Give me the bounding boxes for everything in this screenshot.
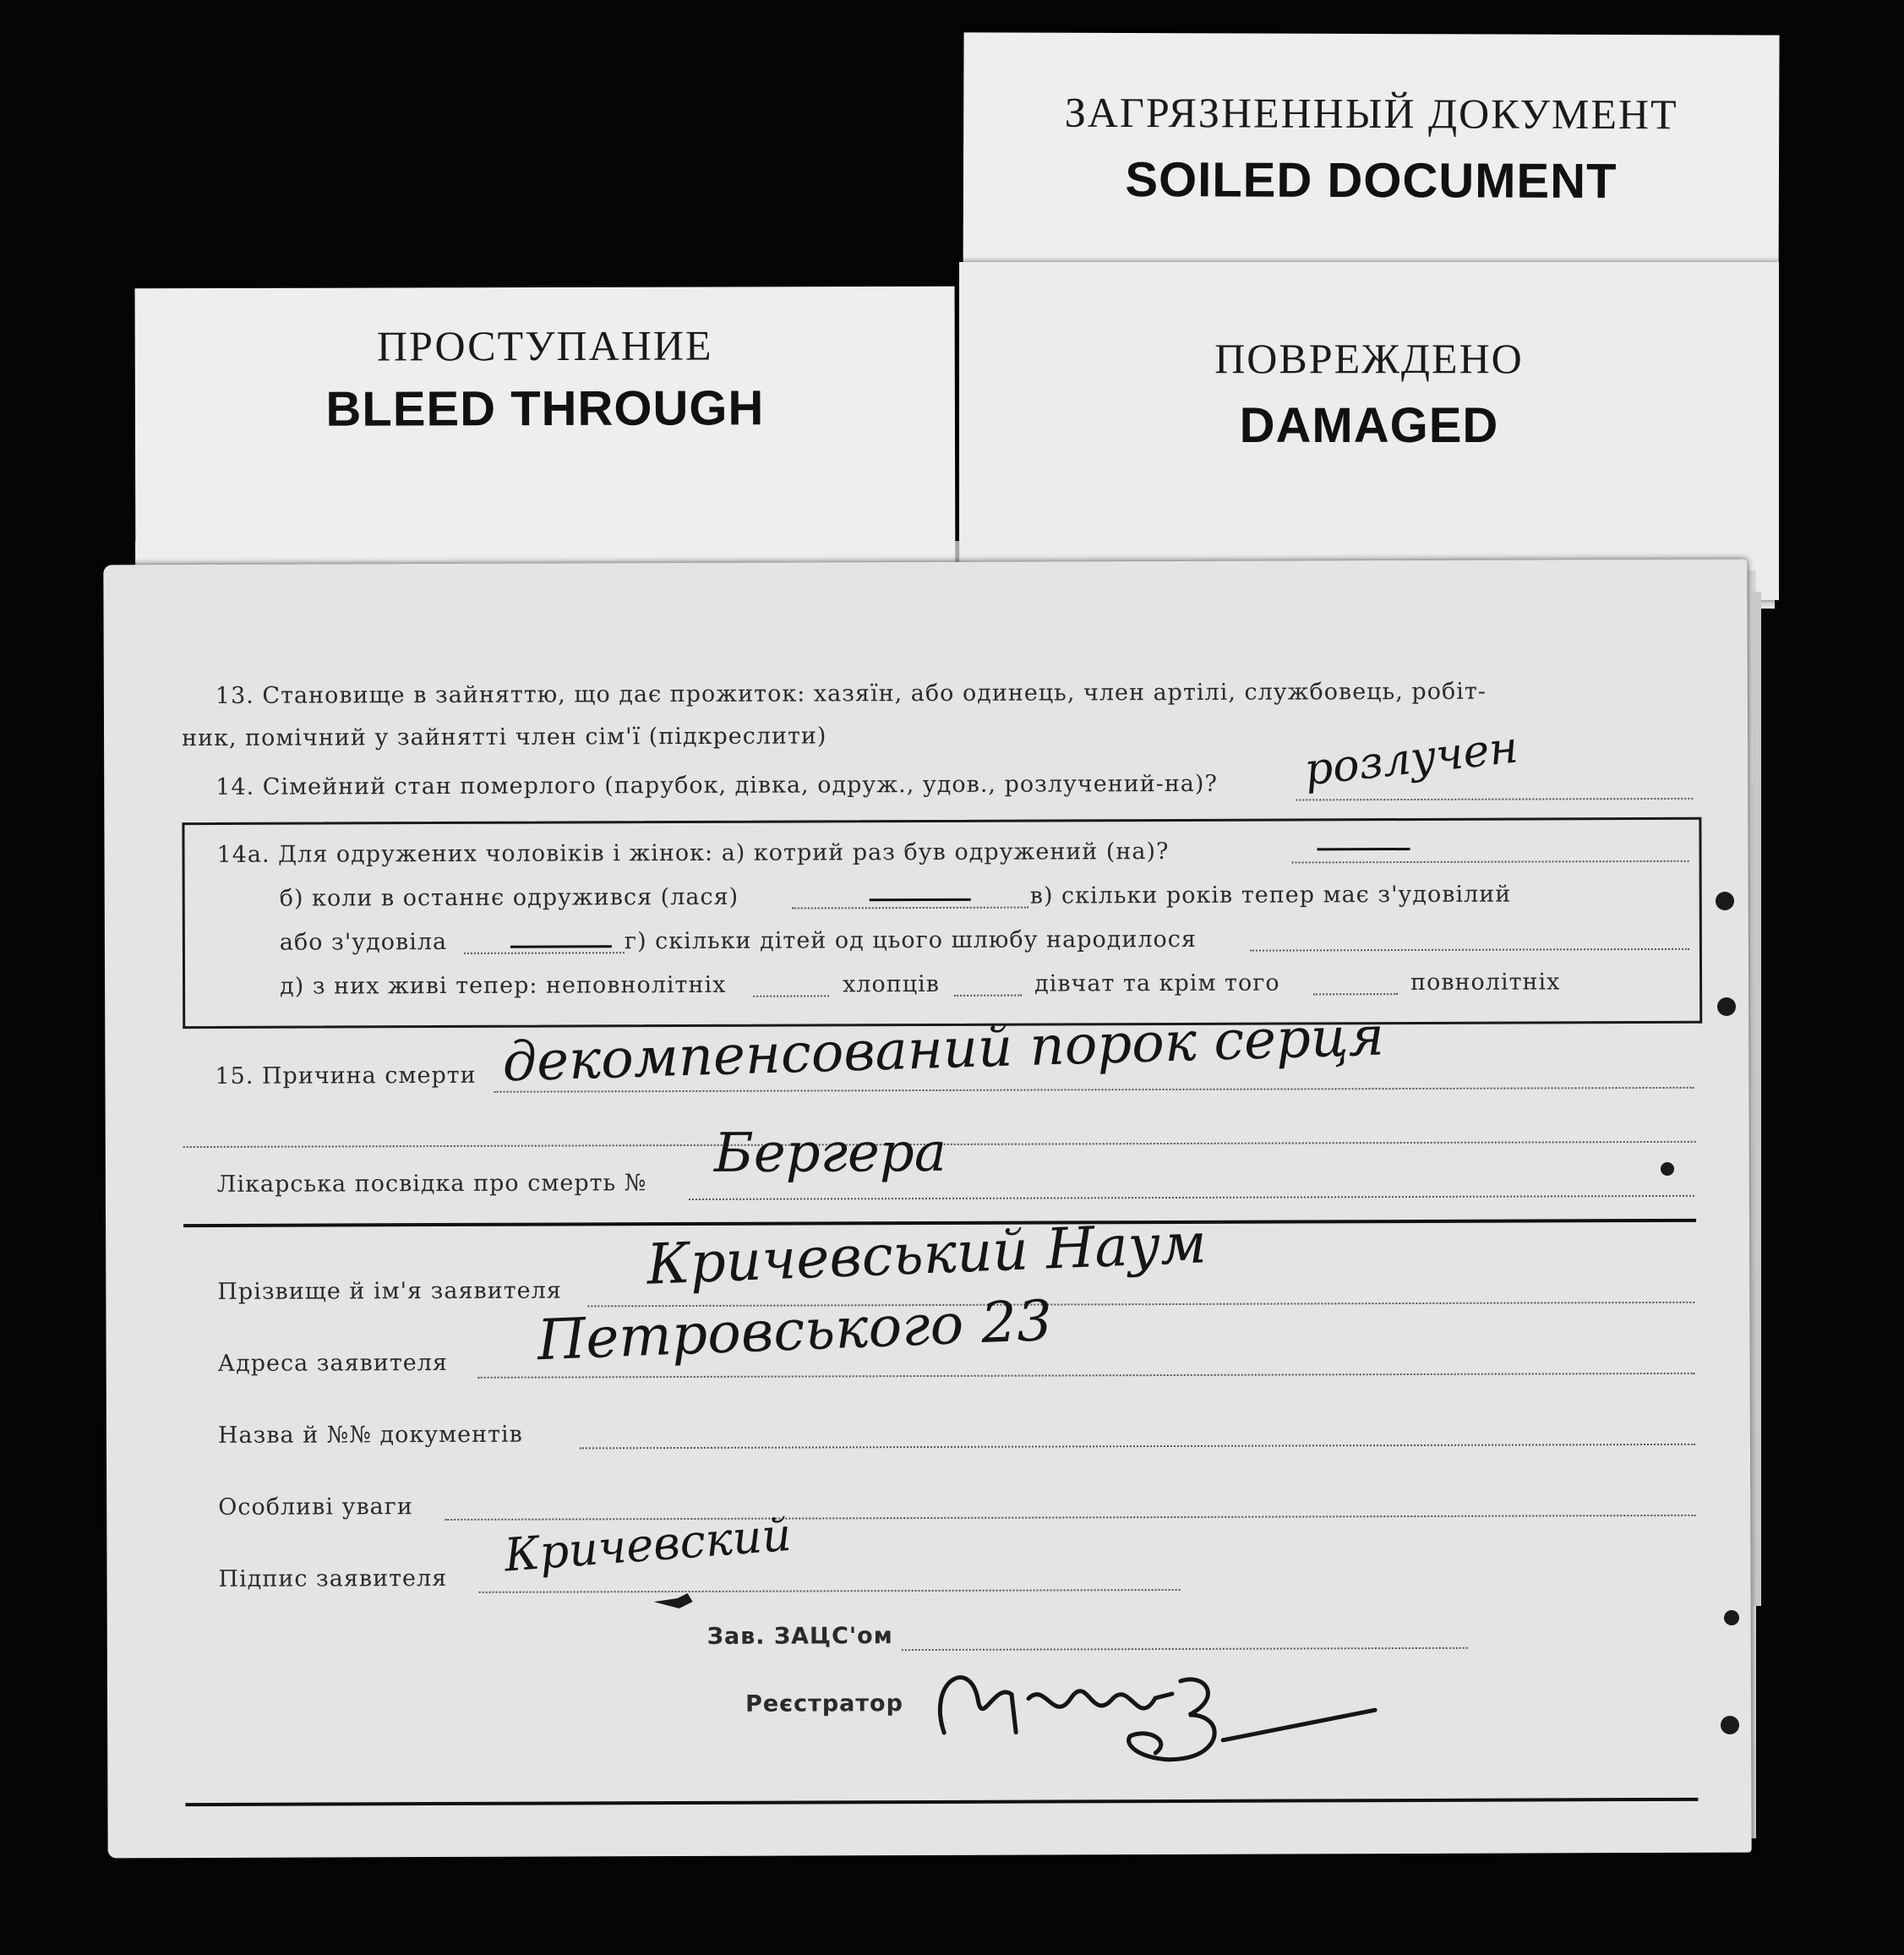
soiled-card-russian: ЗАГРЯЗНЕННЫЙ ДОКУМЕНТ [1064,88,1678,139]
punch-hole [1717,997,1736,1016]
item-14a-dash-b [870,898,971,901]
item-14a-line-4a: д) з них живі тепер: неповнолітніх [280,971,727,1000]
item-14a-line-4d: повнолітніх [1410,969,1561,997]
bottom-rule [185,1798,1698,1806]
medical-certificate-dotted-line [689,1195,1694,1200]
documents-label: Назва й №№ документів [217,1421,523,1449]
item-14a-line-4b: хлопців [843,970,940,998]
notes-label: Особливі уваги [218,1494,413,1521]
item-14-dotted-line [1296,798,1693,801]
ink-mark [652,1590,703,1615]
item-14-label: 14. Сімейний стан померлого (парубок, дівка, одруж., удов., розлучений-на)? [215,770,1218,800]
item-14a-line-1: 14а. Для одружених чоловіків і жінок: а) котрий раз був одружений (на)? [216,838,1170,868]
stacked-sheet-edge [1753,592,1761,1606]
item-14a-dotted-c [464,952,625,954]
bleed-card-russian: ПРОСТУПАНИЕ [376,321,713,370]
punch-hole [1716,892,1734,910]
medical-certificate-handwritten-answer: Бергера [713,1121,947,1185]
item-14a-dotted-d [1250,948,1689,952]
punch-hole [1724,1610,1739,1625]
applicant-address-label: Адреса заявителя [217,1349,448,1377]
applicant-signature: Кричевский [502,1507,794,1582]
item-14a-line-4c: дівчат та крім того [1034,969,1280,997]
item-14a-line-3a: або з'удовіла [279,928,448,956]
applicant-name-handwritten-answer: Кричевський Наум [645,1210,1208,1297]
applicant-address-dotted-line [478,1373,1695,1379]
item-14a-dash-c [510,945,612,947]
bleed-through-card [135,287,956,593]
medical-certificate-label: Лікарська посвідка про смерть № [216,1170,647,1198]
item-14a-line-2a: б) коли в останнє одружився (лася) [279,883,739,912]
item-14a-dotted-f [954,995,1022,997]
item-14a-dash-a [1318,848,1410,850]
item-15-label: 15. Причина смерти [215,1062,477,1089]
applicant-signature-dotted-line [479,1589,1181,1593]
item-14a-dotted-g [1313,993,1398,995]
soiled-card-english: SOILED DOCUMENT [1125,151,1618,210]
item-15-handwritten-answer: декомпенсований порок серця [501,1005,1385,1095]
item-14a-dotted-a [1292,860,1689,864]
registrar-label: Реєстратор [745,1690,903,1717]
applicant-name-label: Прізвище й ім'я заявителя [217,1277,562,1305]
item-14a-dotted-e [753,995,829,997]
damaged-card-english: DAMAGED [1239,398,1499,453]
documents-dotted-line [580,1444,1695,1450]
item-14a-line-3b: г) скільки дітей од цього шлюбу народилося [624,926,1197,955]
item-14a-line-2b: в) скільки років тепер має з'удовілий [1029,881,1512,909]
head-of-registry-label: Зав. ЗАЦС'ом [706,1623,893,1650]
applicant-signature-label: Підпис заявителя [218,1565,448,1592]
item-14a-dotted-b [792,907,1028,909]
registrar-signature [919,1646,1393,1775]
punch-hole [1721,1716,1739,1734]
item-13-line-1: 13. Становище в зайняттю, що дає прожиток: хазяїн, або одинець, член артілі, службовець, робіт- [215,678,1487,709]
death-record-form [103,560,1751,1859]
applicant-address-handwritten-answer: Петровського 23 [536,1287,1054,1373]
damaged-card [959,262,1779,600]
bleed-card-english: BLEED THROUGH [325,380,765,437]
item-14a-box [182,817,1702,1029]
punch-hole [1661,1162,1674,1176]
item-14-handwritten-answer: розлучен [1301,722,1521,796]
damaged-card-russian: ПОВРЕЖДЕНО [1214,335,1524,382]
item-13-line-2: ник, помічний у зайнятті член сім'ї (підкреслити) [181,723,827,752]
